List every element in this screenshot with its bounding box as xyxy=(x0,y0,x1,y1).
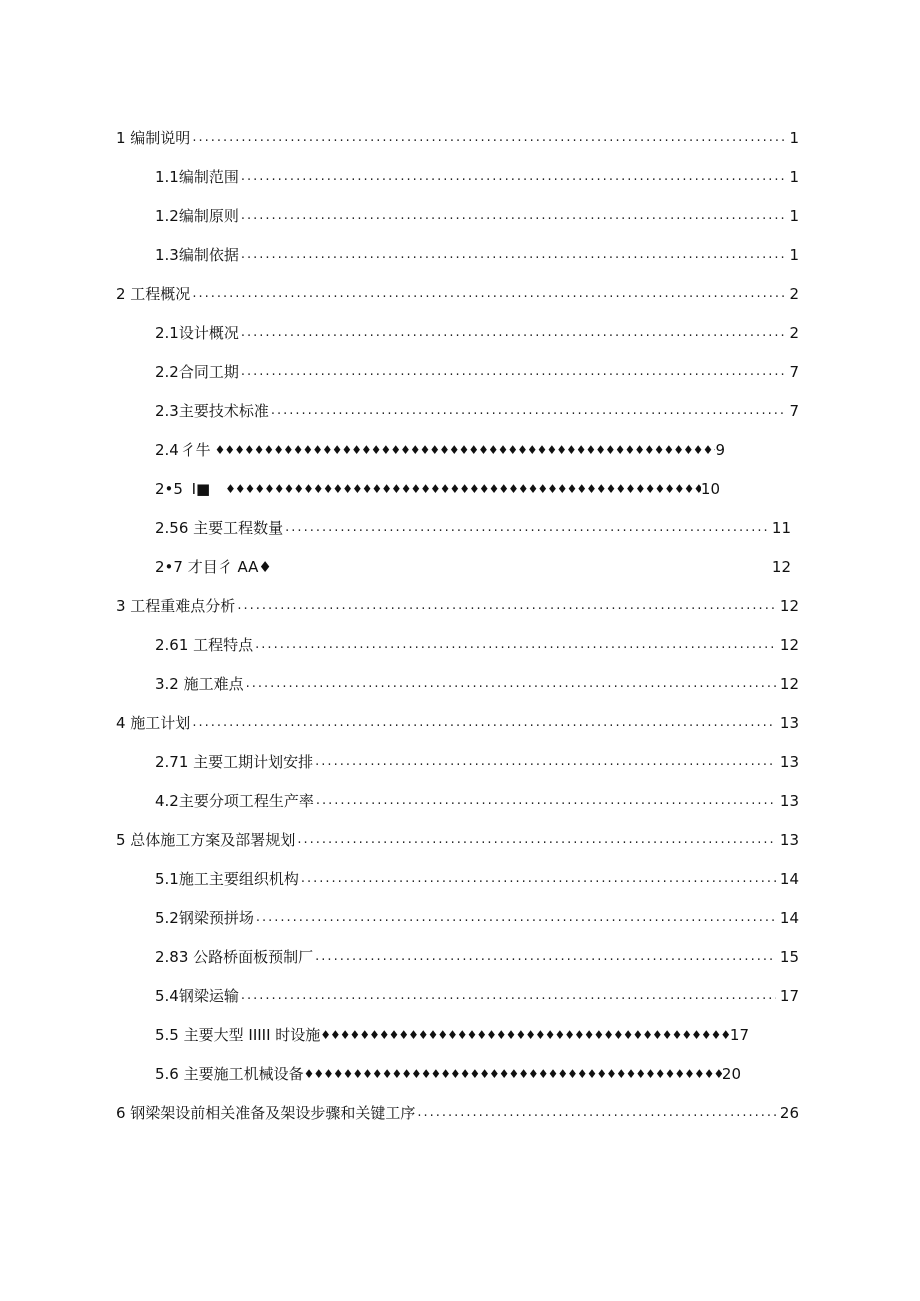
toc-entry-title: 4 施工计划 xyxy=(116,714,191,732)
toc-entry-title: 5.6 主要施工机械设备 xyxy=(155,1065,304,1083)
toc-page-number: 2 xyxy=(789,285,799,303)
dot-leader xyxy=(315,947,776,967)
toc-page-number: 14 xyxy=(779,870,799,888)
dot-leader xyxy=(241,362,786,382)
toc-page-number: 13 xyxy=(779,792,799,810)
dot-leader xyxy=(297,830,776,850)
dot-leader xyxy=(285,518,768,538)
toc-page-number: 2 xyxy=(789,324,799,342)
toc-entry[interactable] xyxy=(116,709,799,733)
toc-entry-title: 1 主要工期计划安排 xyxy=(178,753,314,771)
toc-page-number: 13 xyxy=(779,831,799,849)
toc-entry[interactable] xyxy=(155,1060,741,1084)
toc-entry[interactable] xyxy=(155,748,799,772)
toc-page-number: 20 xyxy=(721,1065,741,1083)
dot-leader xyxy=(417,1103,776,1123)
toc-page-number: 26 xyxy=(779,1104,799,1122)
toc-entry[interactable] xyxy=(155,202,799,226)
toc-entry-title: 编制范围 xyxy=(178,168,239,186)
toc-page-number: 17 xyxy=(729,1026,749,1044)
toc-page-number: 12 xyxy=(779,675,799,693)
dot-leader xyxy=(316,791,776,811)
dot-leader xyxy=(271,401,786,421)
toc-entry-title: I■ xyxy=(191,480,211,498)
toc-section-number: 2.8 xyxy=(155,948,179,966)
toc-entry-title: 编制原则 xyxy=(178,207,239,225)
toc-entry[interactable] xyxy=(155,436,725,460)
toc-entry[interactable] xyxy=(155,1021,749,1045)
toc-page-number: 1 xyxy=(789,168,799,186)
toc-page-number: 12 xyxy=(779,597,799,615)
toc-entry-title: 1 编制说明 xyxy=(116,129,191,147)
diamond-leader xyxy=(215,440,716,460)
toc-entry-title: 2•7 才目彳 AA♦ xyxy=(155,558,272,576)
toc-section-number: 2.3 xyxy=(155,402,179,420)
toc-entry-title: 钢梁运输 xyxy=(178,987,239,1005)
dot-leader xyxy=(241,245,786,265)
dot-leader xyxy=(237,596,776,616)
toc-section-number: 2.5 xyxy=(155,519,179,537)
toc-section-number: 2•5 xyxy=(155,480,183,498)
toc-entry-title: 6 主要工程数量 xyxy=(178,519,284,537)
toc-entry-title: 编制依据 xyxy=(178,246,239,264)
toc-page-number: 14 xyxy=(779,909,799,927)
toc-entry-title: 6 钢梁架设前相关准备及架设步骤和关键工序 xyxy=(116,1104,416,1122)
toc-entry[interactable] xyxy=(155,397,799,421)
toc-page-number: 10 xyxy=(700,480,721,498)
toc-entry[interactable] xyxy=(155,865,799,889)
toc-entry-title: 3.2 施工难点 xyxy=(155,675,244,693)
dot-leader xyxy=(241,323,786,343)
dot-leader xyxy=(301,869,776,889)
dot-leader xyxy=(192,713,776,733)
toc-page-number: 15 xyxy=(779,948,799,966)
dot-leader xyxy=(241,206,786,226)
toc-entry[interactable] xyxy=(116,1099,799,1123)
toc-section-number: 1.1 xyxy=(155,168,179,186)
toc-section-number: 2.2 xyxy=(155,363,179,381)
toc-entry-title: 主要分项工程生产率 xyxy=(178,792,314,810)
toc-page-number: 1 xyxy=(789,207,799,225)
toc-section-number: 2.1 xyxy=(155,324,179,342)
toc-page-number: 7 xyxy=(789,363,799,381)
dot-leader xyxy=(255,635,776,655)
toc-section-number: 5.2 xyxy=(155,909,179,927)
toc-section-number: 1.2 xyxy=(155,207,179,225)
toc-page-number: 12 xyxy=(771,558,791,576)
toc-entry-title: 钢梁预拼场 xyxy=(178,909,254,927)
toc-entry[interactable] xyxy=(155,163,799,187)
dot-leader xyxy=(256,908,776,928)
diamond-leader xyxy=(225,479,701,499)
toc-entry[interactable] xyxy=(116,280,799,304)
dot-leader xyxy=(241,986,776,1006)
toc-entry-title: 设计概况 xyxy=(178,324,239,342)
toc-entry-title: 2 工程概况 xyxy=(116,285,191,303)
dot-leader xyxy=(241,167,786,187)
toc-entry[interactable] xyxy=(155,358,799,382)
toc-section-number: 5.4 xyxy=(155,987,179,1005)
toc-entry-title: 3 公路桥面板预制厂 xyxy=(178,948,314,966)
toc-section-number: 2.4 xyxy=(155,441,179,459)
toc-entry-title: 5 总体施工方案及部署规划 xyxy=(116,831,296,849)
toc-entry-title: 5.5 主要大型 IIIII 时设施 xyxy=(155,1026,321,1044)
toc-page-number: 13 xyxy=(779,714,799,732)
toc-entry[interactable] xyxy=(155,319,799,343)
toc-page-number: 13 xyxy=(779,753,799,771)
toc-page-number: 1 xyxy=(789,246,799,264)
toc-entry[interactable] xyxy=(155,475,720,499)
dot-leader xyxy=(192,284,785,304)
toc-entry[interactable] xyxy=(155,787,799,811)
dot-leader xyxy=(192,128,785,148)
toc-entry-title: 1 工程特点 xyxy=(178,636,254,654)
toc-page-number: 12 xyxy=(779,636,799,654)
diamond-leader xyxy=(320,1025,730,1045)
toc-page-number: 17 xyxy=(779,987,799,1005)
toc-page-number: 1 xyxy=(789,129,799,147)
toc-entry[interactable] xyxy=(155,943,799,967)
toc-entry[interactable] xyxy=(155,670,799,694)
toc-entry[interactable] xyxy=(155,514,791,538)
dot-leader xyxy=(246,674,776,694)
toc-section-number: 5.1 xyxy=(155,870,179,888)
toc-entry-title: 施工主要组织机构 xyxy=(178,870,299,888)
toc-entry[interactable] xyxy=(116,124,799,148)
toc-entry[interactable] xyxy=(155,631,799,655)
toc-entry-title: 3 工程重难点分析 xyxy=(116,597,236,615)
toc-section-number: 2.7 xyxy=(155,753,179,771)
toc-page-number: 11 xyxy=(771,519,791,537)
toc-entry[interactable] xyxy=(155,553,791,577)
toc-entry[interactable] xyxy=(155,982,799,1006)
toc-entry[interactable] xyxy=(155,904,799,928)
toc-entry-title: 主要技术标准 xyxy=(178,402,269,420)
toc-page-number: 9 xyxy=(715,441,725,459)
toc-section-number: 2.6 xyxy=(155,636,179,654)
dot-leader xyxy=(315,752,776,772)
toc-entry-title: 合同工期 xyxy=(178,363,239,381)
toc-page-number: 7 xyxy=(789,402,799,420)
toc-section-number: 4.2 xyxy=(155,792,179,810)
toc-entry-title: 彳牛 xyxy=(180,441,211,459)
toc-section-number: 1.3 xyxy=(155,246,179,264)
diamond-leader xyxy=(304,1064,722,1084)
toc-entry[interactable] xyxy=(116,592,799,616)
toc-entry[interactable] xyxy=(116,826,799,850)
toc-entry[interactable] xyxy=(155,241,799,265)
